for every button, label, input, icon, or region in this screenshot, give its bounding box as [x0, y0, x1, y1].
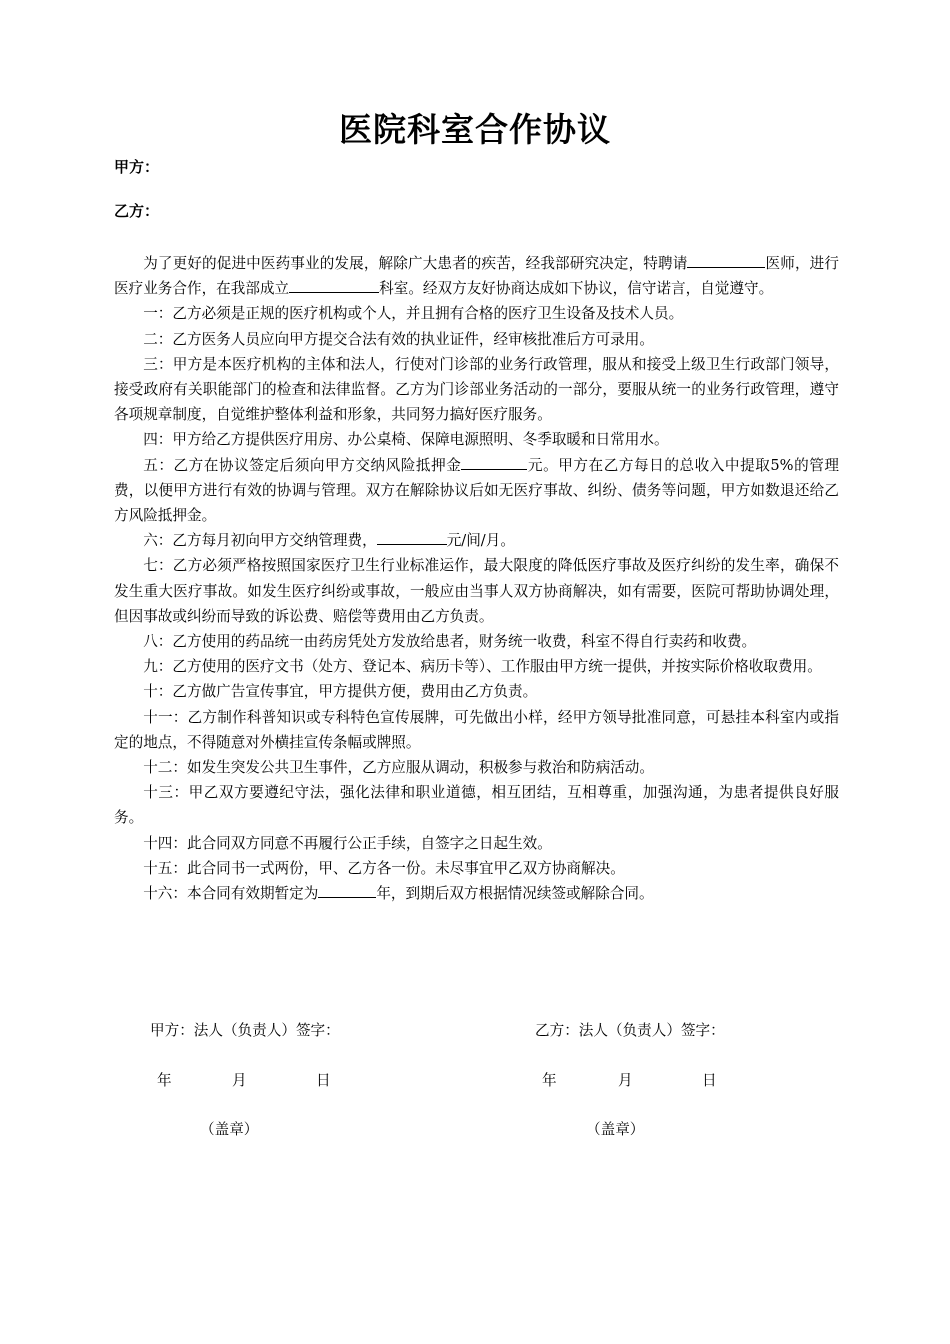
party-b-signature-label: 乙方：法人（负责人）签字： — [535, 1022, 725, 1039]
party-a-day: 日 — [316, 1072, 331, 1089]
party-b-year: 年 — [542, 1072, 557, 1089]
party-a-month: 月 — [232, 1072, 247, 1089]
clause-6: 六：乙方每月初向甲方交纳管理费， 元/间/月。 — [114, 528, 839, 553]
clause-5: 五：乙方在协议签定后须向甲方交纳风险抵押金 元。甲方在乙方每日的总收入中提取5%的管理费，以便甲方进行有效的协调与管理。双方在解除协议后如无医疗事故、纠纷、债务等问题，甲方如数退还给乙方风险抵押金。 — [114, 453, 839, 529]
clause-16: 十六：本合同有效期暂定为 年，到期后双方根据情况续签或解除合同。 — [114, 881, 839, 906]
clause-1: 一：乙方必须是正规的医疗机构或个人，并且拥有合格的医疗卫生设备及技术人员。 — [143, 305, 684, 323]
clause-10: 十：乙方做广告宣传事宜，甲方提供方便，费用由乙方负责。 — [143, 683, 538, 701]
clause-7: 七：乙方必须严格按照国家医疗卫生行业标准运作，最大限度的降低医疗事故及医疗纠纷的发生率，确保不发生重大医疗事故。如发生医疗纠纷或事故，一般应由当事人双方协商解决，如有需要，医院可帮助协调处理，但因事故或纠纷而导致的诉讼费、赔偿等费用由乙方负责。 — [114, 557, 839, 625]
term-years-blank — [318, 881, 376, 898]
clause-11: 十一：乙方制作科普知识或专科特色宣传展牌，可先做出小样，经甲方领导批准同意，可悬挂本科室内或指定的地点，不得随意对外横挂宣传条幅或牌照。 — [114, 708, 839, 751]
party-b-seal: （盖章） — [586, 1121, 645, 1138]
page-title: 医院科室合作协议 — [339, 110, 611, 149]
party-b-month: 月 — [618, 1072, 633, 1089]
deposit-amount-blank — [461, 453, 527, 470]
party-b-label: 乙方： — [114, 202, 160, 220]
clause-8: 八：乙方使用的药品统一由药房凭处方发放给患者，财务统一收费，科室不得自行卖药和收费。 — [143, 633, 757, 651]
contract-body — [114, 251, 839, 906]
clause-13: 十三：甲乙双方要遵纪守法，强化法律和职业道德，相互团结，互相尊重，加强沟通，为患者提供良好服务。 — [114, 784, 839, 827]
doctor-name-blank — [687, 251, 765, 268]
clause-12: 十二：如发生突发公共卫生事件，乙方应服从调动，积极参与救治和防病活动。 — [143, 759, 654, 777]
management-fee-blank — [377, 528, 447, 545]
party-a-signature-label: 甲方：法人（负责人）签字： — [150, 1022, 340, 1039]
clause-3: 三：甲方是本医疗机构的主体和法人，行使对门诊部的业务行政管理，服从和接受上级卫生行政部门领导，接受政府有关职能部门的检查和法律监督。乙方为门诊部业务活动的一部分，要服从统一的业务行政管理，遵守各项规章制度，自觉维护整体利益和形象，共同努力搞好医疗服务。 — [114, 355, 839, 424]
clause-9: 九：乙方使用的医疗文书（处方、登记本、病历卡等）、工作服由甲方统一提供，并按实际价格收取费用。 — [143, 658, 822, 676]
clause-14: 十四：此合同双方同意不再履行公正手续，自签字之日起生效。 — [143, 834, 552, 852]
party-a-label: 甲方： — [114, 158, 160, 176]
clause-2: 二：乙方医务人员应向甲方提交合法有效的执业证件，经审核批准后方可录用。 — [143, 330, 654, 348]
intro-paragraph: 为了更好的促进中医药事业的发展，解除广大患者的疾苦，经我部研究决定，特聘请 医师，进行医疗业务合作，在我部成立 科室。经双方友好协商达成如下协议，信守诺言，自觉遵守。 — [114, 251, 839, 301]
party-a-year: 年 — [157, 1072, 172, 1089]
clause-15: 十五：此合同书一式两份，甲、乙方各一份。未尽事宜甲乙双方协商解决。 — [143, 859, 625, 877]
clause-4: 四：甲方给乙方提供医疗用房、办公桌椅、保障电源照明、冬季取暖和日常用水。 — [143, 431, 669, 449]
department-name-blank — [289, 276, 379, 293]
party-a-seal: （盖章） — [200, 1121, 259, 1138]
party-b-day: 日 — [702, 1072, 717, 1089]
